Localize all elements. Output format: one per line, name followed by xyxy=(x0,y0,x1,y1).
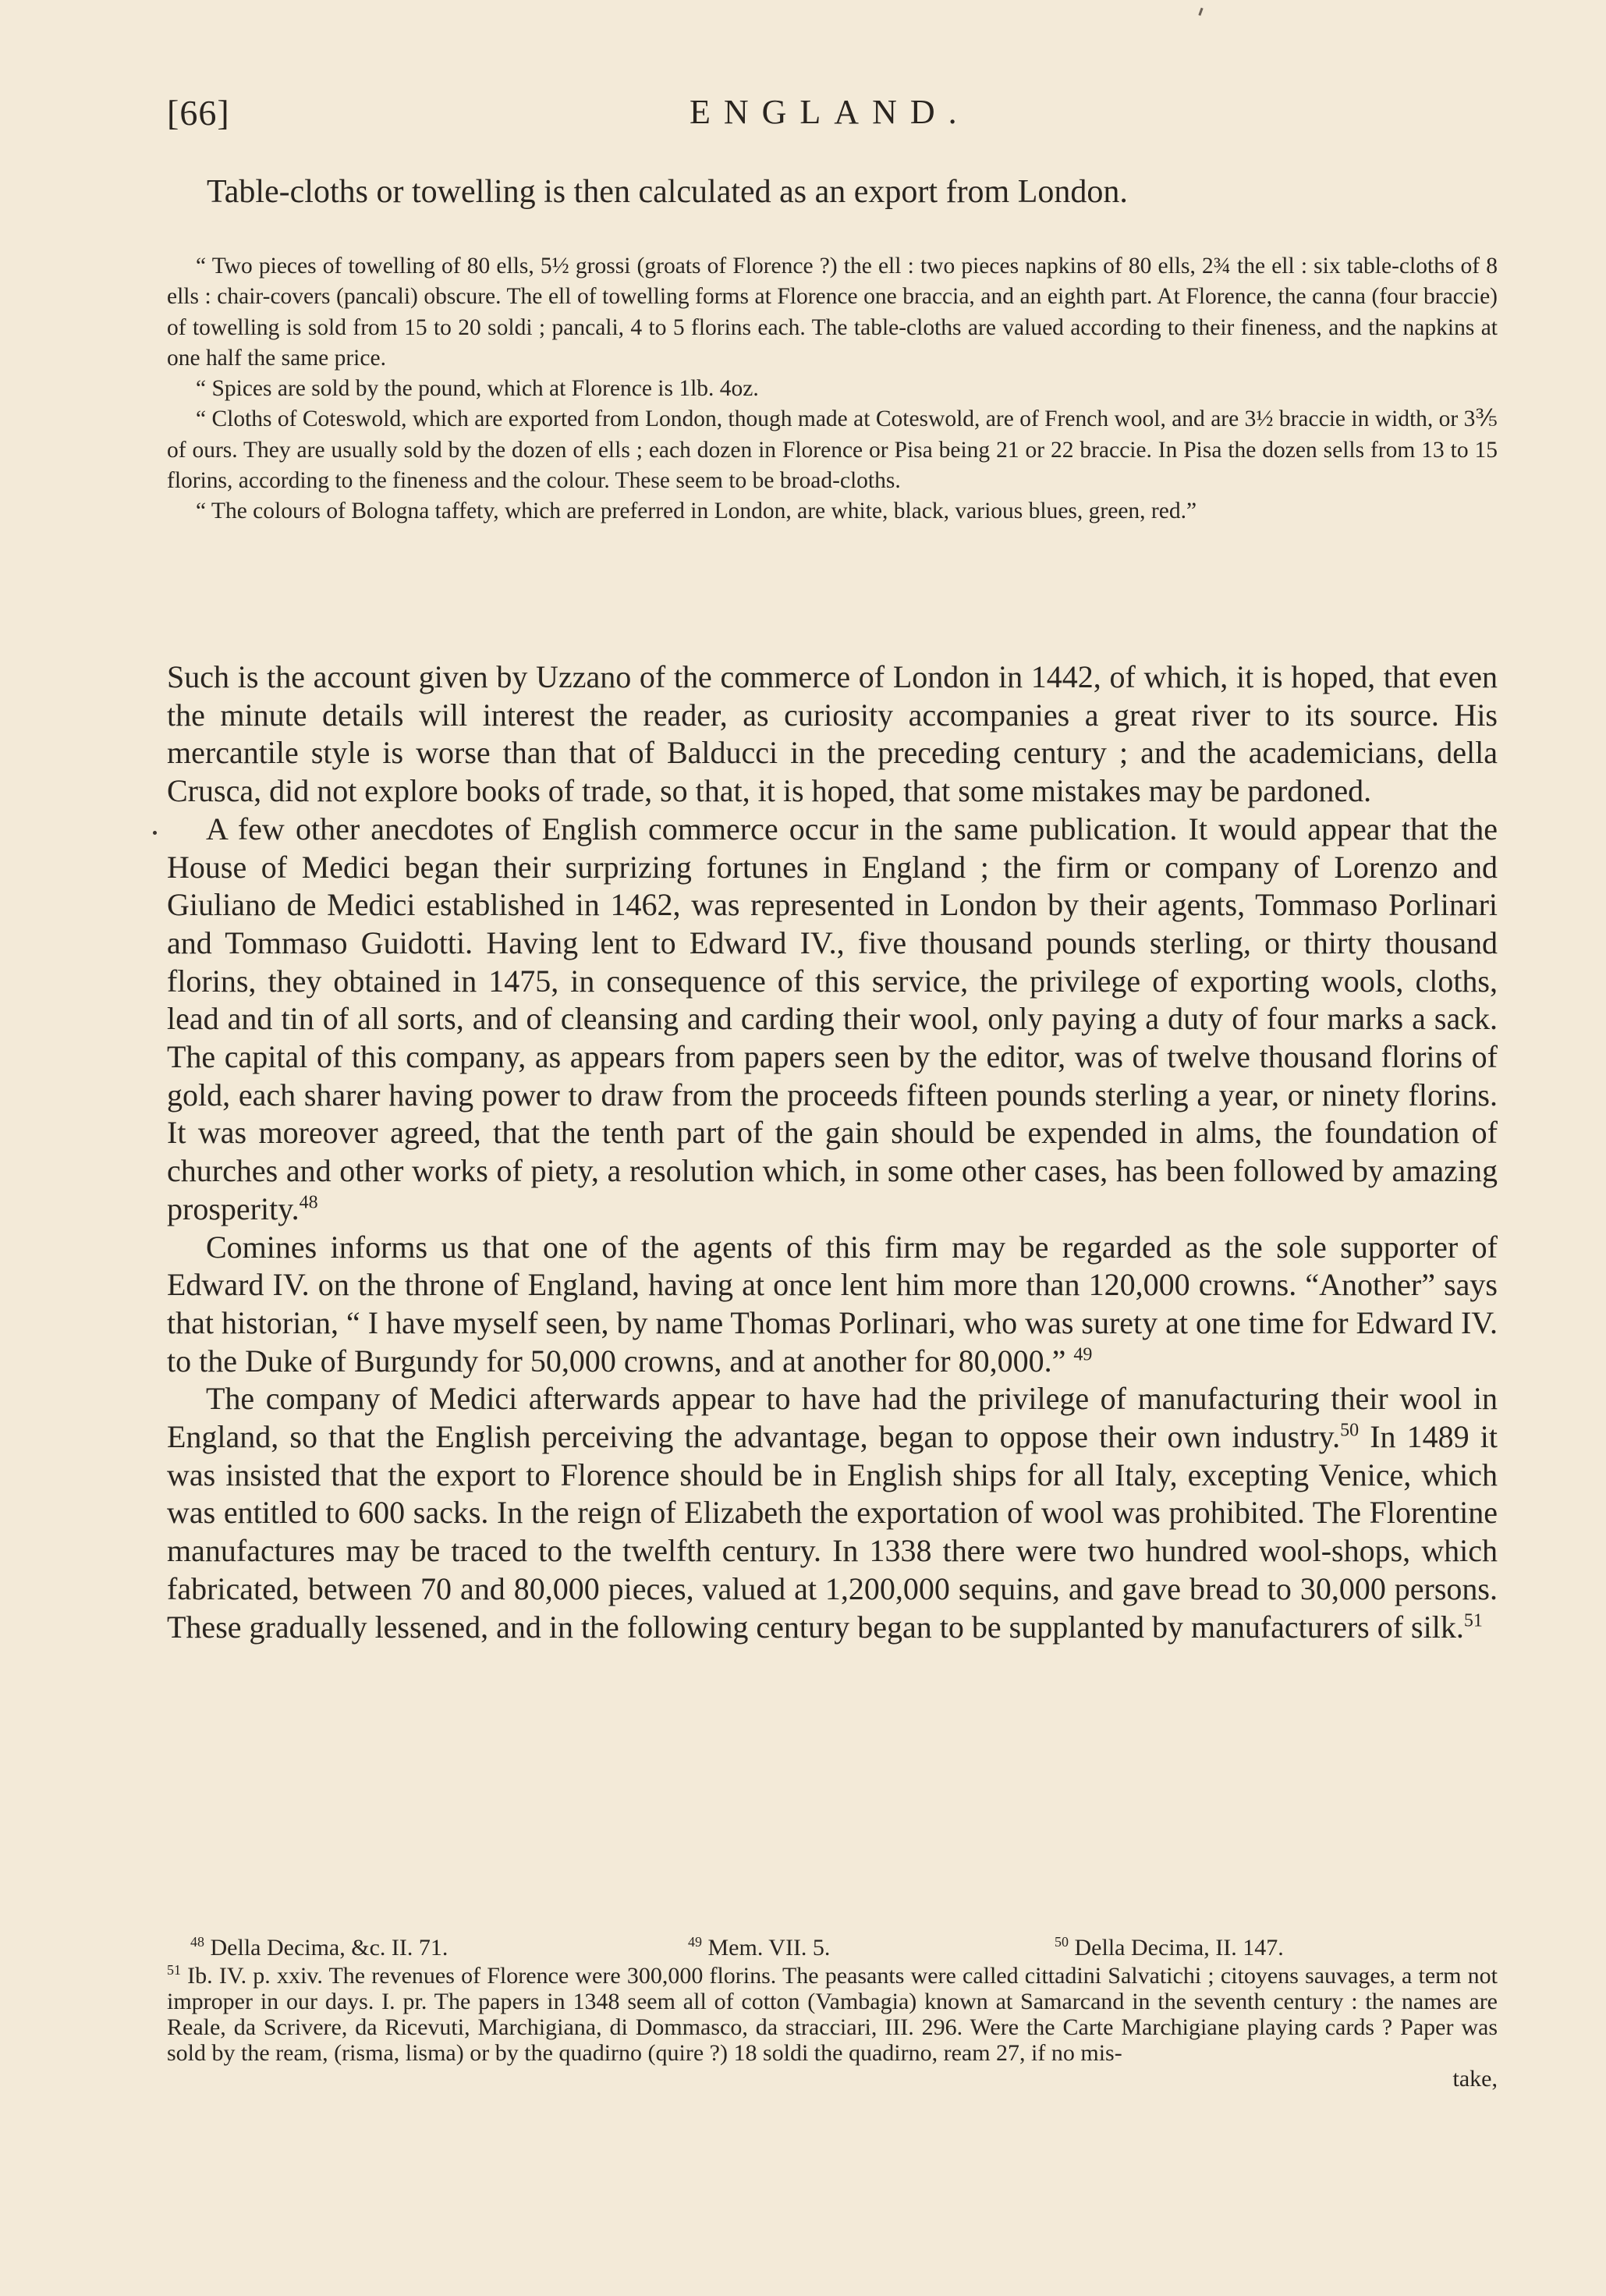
body-text: Comines informs us that one of the agents of this firm may be regarded as the sole supporter of Edward IV. on the throne of England, having at once lent him more than 120,000 crowns. “Another” says that historian, “ I have myself seen, by name Thomas Porlinari, who was surety at one time for Edward IV. to the Duke of Burgundy for 50,000 crowns, and at another for 80,000.” xyxy=(167,1229,1498,1379)
lead-line: Table-cloths or towelling is then calculated as an export from London. xyxy=(207,174,1128,210)
margin-dot xyxy=(153,831,157,835)
quote-paragraph: “ The colours of Bologna taffety, which are preferred in London, are white, black, various blues, green, red.” xyxy=(196,499,1197,524)
footnote-mark: 50 xyxy=(1055,1934,1069,1950)
body-text: In 1489 it was insisted that the export to Florence should be in English ships for all Italy, excepting Venice, which was entitled to 600 sacks. In the reign of Elizabeth the exportation of wool was prohibited. The Florentine manufactures may be traced to the twelfth century. In 1338 there were two hundred wool-shops, which fabricated, between 70 and 80,000 pieces, valued at 1,200,000 sequins, and gave bread to 30,000 persons. These gradually lessened, and in the following century began to be supplanted by manufacturers of silk. xyxy=(167,1419,1498,1645)
main-text xyxy=(167,658,1498,1646)
body-paragraph xyxy=(167,811,1498,1229)
body-paragraph xyxy=(167,1380,1498,1646)
body-text: Such is the account given by Uzzano of the commerce of London in 1442, of which, it is hoped, that even the minute details will interest the reader, as curiosity accompanies a great river to its source. His mercantile style is worse than that of Balducci in the preceding century ; and the academicians, della Crusca, did not explore books of trade, so that, it is hoped, that some mistakes may be pardoned. xyxy=(167,659,1498,809)
footnote-text: Della Decima, &c. II. 71. xyxy=(210,1935,448,1961)
body-paragraph xyxy=(167,1229,1498,1381)
note-ref-50: 50 xyxy=(1340,1420,1360,1441)
footnote-49 xyxy=(688,1935,830,1961)
footnote-row xyxy=(167,1935,1498,1963)
body-text: The company of Medici afterwards appear to have had the privilege of manufacturing their wool in England, so that the English perceiving the advantage, began to oppose their own industry. xyxy=(167,1381,1498,1455)
note-ref-48: 48 xyxy=(299,1192,318,1213)
page-number: [66] xyxy=(167,93,230,133)
quote-paragraph: “ Cloths of Coteswold, which are exported from London, though made at Coteswold, are of French wool, and are 3½ braccie in width, or 3⅗ of ours. They are usually sold by the dozen of ells ; each dozen in Florence or Pisa being 21 or 22 braccie. In Pisa the dozen sells from 13 to 15 florins, according to the fineness and the colour. These seem to be broad-cloths. xyxy=(167,406,1498,494)
quote-paragraph: “ Spices are sold by the pound, which at Florence is 1lb. 4oz. xyxy=(196,376,759,402)
quoted-passage xyxy=(167,251,1498,527)
footnote-mark: 49 xyxy=(688,1934,702,1950)
footnote-51-end: take, xyxy=(1452,2066,1498,2092)
footnote-text: Mem. VII. 5. xyxy=(707,1935,831,1961)
footnote-text: Della Decima, II. 147. xyxy=(1074,1935,1284,1961)
footnote-text: Ib. IV. p. xxiv. The revenues of Florence were 300,000 florins. The peasants were called cittadini Salvatichi ; citoyens sauvages, a term not improper in our days. I. pr. The papers in 1348 seem all of cotton (Vambagia) known at Samarcand in the seventh century : the names are Reale, da Scrivere, da Ricevuti, Marchigiana, di Dommasco, da stracciari, III. 296. Were the Carte Marchigiane playing cards ? Paper was sold by the ream, (risma, lisma) or by the quadirno (quire ?) 18 soldi the quadirno, ream 27, if no mis- xyxy=(167,1963,1498,2066)
body-paragraph xyxy=(167,658,1498,811)
note-ref-51: 51 xyxy=(1463,1610,1483,1631)
quote-paragraph: “ Two pieces of towelling of 80 ells, 5½ grossi (groats of Florence ?) the ell : two pieces napkins of 80 ells, 2¾ the ell : six table-cloths of 8 ells : chair-covers (pancali) obscure. The ell of towelling forms at Florence one braccia, and an eighth part. At Florence, the canna (four braccie) of towelling is sold from 15 to 20 soldi ; pancali, 4 to 5 florins each. The table-cloths are valued according to their fineness, and the napkins at one half the same price. xyxy=(167,254,1498,371)
footnote-mark: 51 xyxy=(167,1962,181,1978)
footnote-48 xyxy=(190,1935,448,1961)
footnote-51 xyxy=(167,1963,1498,2066)
page-header xyxy=(167,92,1493,139)
body-text: A few other anecdotes of English commerce occur in the same publication. It would appear that the House of Medici began their surprizing fortunes in England ; the firm or company of Lorenzo and Giuliano de Medici established in 1462, was represented in London by their agents, Tommaso Porlinari and Tommaso Guidotti. Having lent to Edward IV., five thousand pounds sterling, or thirty thousand florins, they obtained in 1475, in consequence of this service, the privilege of exporting wools, cloths, lead and tin of all sorts, and of cleansing and carding their wool, only paying a duty of four marks a sack. The capital of this company, as appears from papers seen by the editor, was of twelve thousand florins of gold, each sharer having power to draw from the proceeds fifteen pounds sterling a year, or ninety florins. It was moreover agreed, that the tenth part of the gain should be expended in alms, the foundation of churches and other works of piety, a resolution which, in some other cases, has been followed by amazing prosperity. xyxy=(167,811,1498,1226)
footnote-50 xyxy=(1055,1935,1284,1961)
footnote-mark: 48 xyxy=(190,1934,204,1950)
running-title: ENGLAND. xyxy=(690,93,970,131)
margin-mark xyxy=(1198,8,1203,16)
note-ref-49: 49 xyxy=(1073,1344,1093,1365)
footnotes xyxy=(167,1935,1498,2092)
